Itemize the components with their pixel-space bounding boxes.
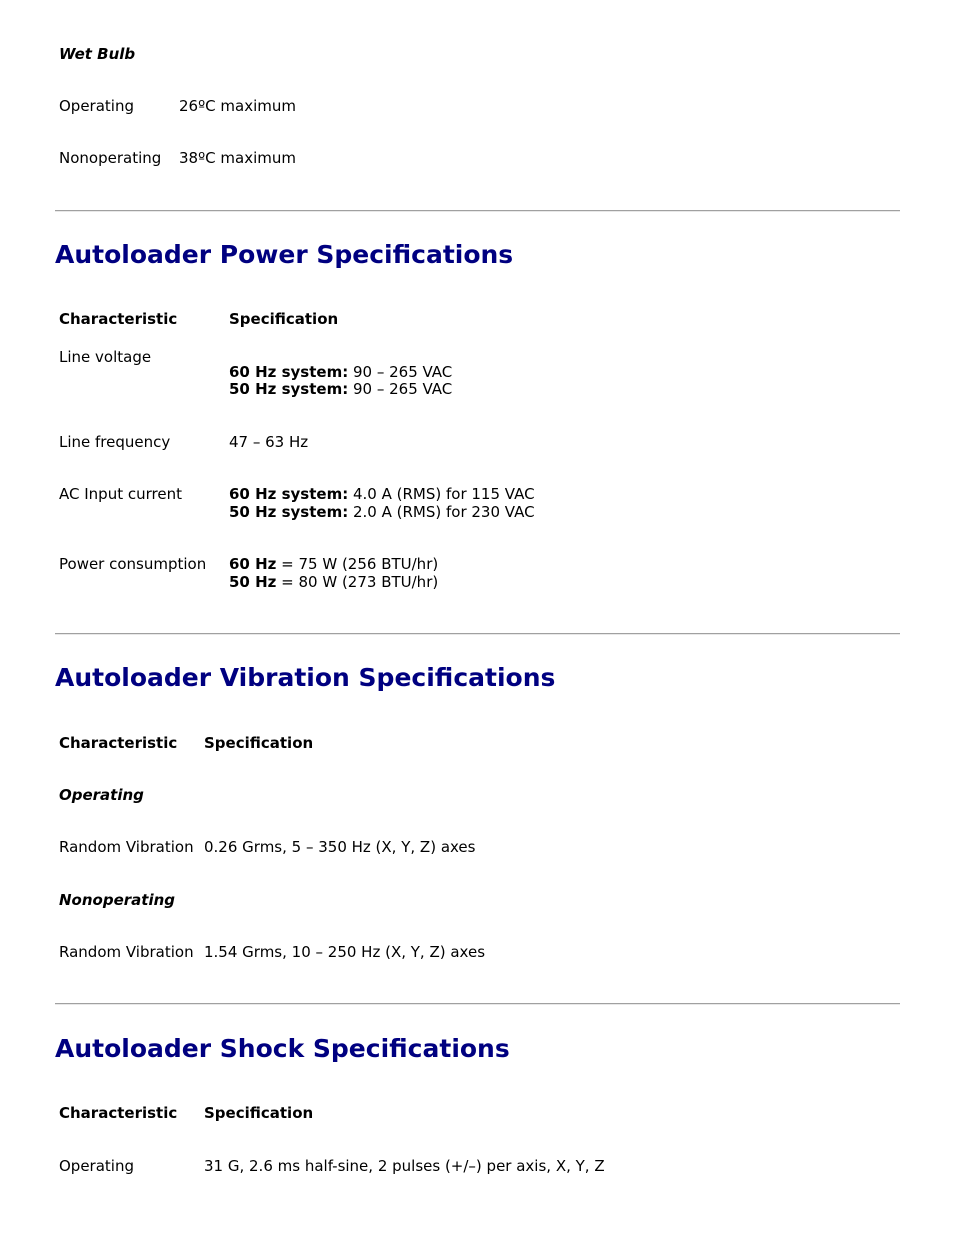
power-consumption-50hz: [229, 573, 438, 591]
ac-input-50hz: [229, 503, 535, 521]
vibration-nonoperating-value: 1.54 Grms, 10 – 250 Hz (X, Y, Z) axes: [204, 943, 486, 961]
shock-operating-value: 31 G, 2.6 ms half-sine, 2 pulses (+/–) per axis, X, Y, Z: [204, 1157, 605, 1175]
shock-col-characteristic: Characteristic: [59, 1104, 178, 1122]
line-frequency-label: Line frequency: [59, 433, 171, 451]
line-frequency-value: 47 – 63 Hz: [229, 433, 309, 451]
line-voltage-60hz-value: 90 – 265 VAC: [348, 363, 453, 381]
power-section-title: Autoloader Power Specifications: [55, 240, 514, 269]
power-consumption-60hz-key: 60 Hz: [229, 555, 277, 573]
line-voltage-50hz-key: 50 Hz system:: [229, 380, 349, 398]
shock-operating-label: Operating: [59, 1157, 134, 1175]
shock-section-title: Autoloader Shock Specifications: [55, 1034, 510, 1063]
vibration-operating-value: 0.26 Grms, 5 – 350 Hz (X, Y, Z) axes: [204, 838, 476, 856]
ac-input-60hz: [229, 485, 535, 503]
vibration-col-characteristic: Characteristic: [59, 734, 178, 752]
vibration-col-specification: Specification: [204, 734, 314, 752]
wet-bulb-operating-value: 26ºC maximum: [179, 97, 296, 115]
ac-input-60hz-value: 4.0 A (RMS) for 115 VAC: [348, 485, 535, 503]
power-consumption-60hz-value: = 75 W (256 BTU/hr): [276, 555, 439, 573]
power-consumption-label: Power consumption: [59, 555, 207, 573]
wet-bulb-operating-label: Operating: [59, 97, 134, 115]
vibration-section-title: Autoloader Vibration Specifications: [55, 663, 556, 692]
wet-bulb-heading: Wet Bulb: [59, 45, 136, 63]
vibration-nonoperating-heading: Nonoperating: [59, 891, 176, 909]
power-consumption-50hz-key: 50 Hz: [229, 573, 277, 591]
line-voltage-50hz: [229, 380, 452, 398]
line-voltage-label: Line voltage: [59, 348, 152, 366]
ac-input-60hz-key: 60 Hz system:: [229, 485, 349, 503]
power-consumption-60hz: [229, 555, 438, 573]
vibration-operating-label: Random Vibration: [59, 838, 194, 856]
section-divider: [55, 210, 900, 212]
wet-bulb-nonoperating-label: Nonoperating: [59, 149, 162, 167]
line-voltage-60hz-key: 60 Hz system:: [229, 363, 349, 381]
line-voltage-50hz-value: 90 – 265 VAC: [348, 380, 453, 398]
vibration-operating-heading: Operating: [59, 786, 144, 804]
power-col-characteristic: Characteristic: [59, 310, 178, 328]
power-consumption-50hz-value: = 80 W (273 BTU/hr): [276, 573, 439, 591]
shock-col-specification: Specification: [204, 1104, 314, 1122]
ac-input-50hz-value: 2.0 A (RMS) for 230 VAC: [348, 503, 535, 521]
vibration-nonoperating-label: Random Vibration: [59, 943, 194, 961]
ac-input-label: AC Input current: [59, 485, 182, 503]
line-voltage-60hz: [229, 363, 452, 381]
power-col-specification: Specification: [229, 310, 339, 328]
wet-bulb-nonoperating-value: 38ºC maximum: [179, 149, 296, 167]
section-divider: [55, 1003, 900, 1005]
ac-input-50hz-key: 50 Hz system:: [229, 503, 349, 521]
section-divider: [55, 633, 900, 635]
